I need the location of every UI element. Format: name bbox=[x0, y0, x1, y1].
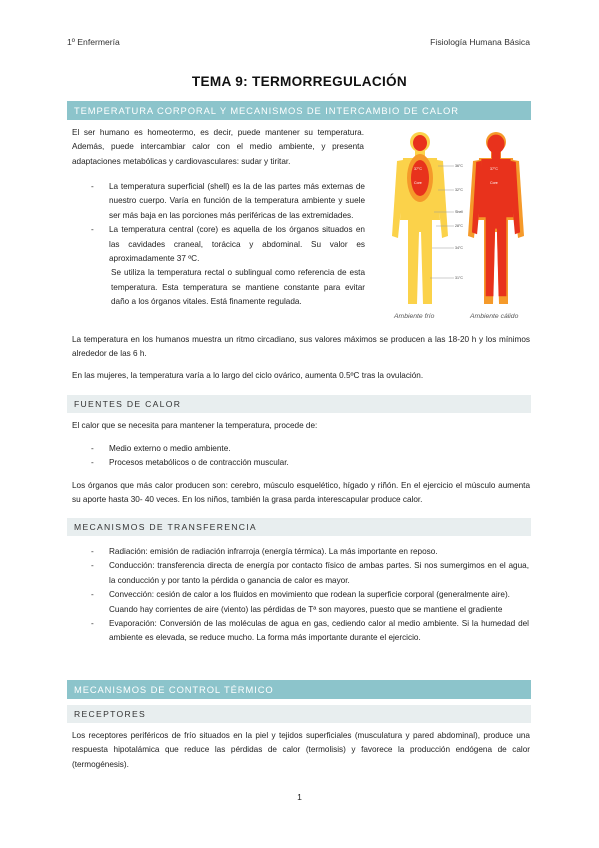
temp-label: 37°C bbox=[490, 167, 499, 171]
list-item: - Radiación: emisión de radiación infrarroja (energía térmica). La más importante en reposo. bbox=[89, 545, 529, 559]
list-item: - Procesos metabólicos o de contracción muscular. bbox=[89, 456, 529, 470]
temp-label: 31°C bbox=[455, 276, 464, 280]
temperature-list bbox=[89, 180, 365, 310]
circadian-paragraph: La temperatura en los humanos muestra un ritmo circadiano, sus valores máximos se producen a las 18-20 h y los mínimos alrededor de las 6 h. bbox=[72, 335, 530, 359]
receptores-paragraph: Los receptores periféricos de frío situados en la piel y tejidos superficiales (musculatura y pared abdominal), produce una respuesta hipotalámica que reduce las pérdidas de calor (termolisis) y favorece la producción endógena de calor (termogénesis). bbox=[72, 731, 530, 769]
list-item: - Conducción: transferencia directa de energía por contacto físico de ambas partes. Si nos sumergimos en el agua, la conducción y por tanto la pérdida o ganancia de calor es mayor. bbox=[89, 559, 529, 588]
section-heading-mecanismos: MECANISMOS DE TRANSFERENCIA bbox=[67, 518, 531, 536]
list-item: - La temperatura superficial (shell) es la de las partes más externas de nuestro cuerpo. Varía en función de la temperatura ambiente y suele ser más baja en las porciones más periféricas de las extremidades. bbox=[89, 180, 365, 223]
header-left: 1º Enfermería bbox=[67, 37, 120, 47]
list-item-text: Convección: cesión de calor a los fluidos en movimiento que rodean la superficie corporal (generalmente aire). bbox=[109, 590, 510, 600]
section-heading-fuentes: FUENTES DE CALOR bbox=[67, 395, 531, 413]
temp-label: 32°C bbox=[455, 188, 464, 192]
header-right: Fisiología Humana Básica bbox=[430, 37, 530, 47]
section-heading-control: MECANISMOS DE CONTROL TÉRMICO bbox=[67, 680, 531, 699]
body-temperature-figure bbox=[392, 126, 532, 322]
list-item: - Medio externo o medio ambiente. bbox=[89, 442, 529, 456]
women-paragraph: En las mujeres, la temperatura varía a lo largo del ciclo ovárico, aumenta 0.5ºC tras la ovulación. bbox=[72, 371, 424, 380]
warm-body-icon bbox=[468, 132, 524, 304]
fuentes-intro: El calor que se necesita para mantener la temperatura, procede de: bbox=[72, 421, 318, 430]
intro-paragraph: El ser humano es homeotermo, es decir, puede mantener su temperatura. Además, puede intercambiar calor con el medio ambiente, y presenta adaptaciones metabólicas y cardiovasculares: sudar y tiritar. bbox=[72, 128, 364, 166]
temp-label: 34°C bbox=[455, 246, 464, 250]
warm-label: Ambiente cálido bbox=[470, 313, 519, 320]
fuentes-paragraph: Los órganos que más calor producen son: cerebro, músculo esquelético, hígado y riñón. En el ejercicio el músculo aumenta su aporte hasta 30- 40 veces. En los niños, también la grasa parda interescapular produce calor. bbox=[72, 481, 530, 505]
page-number: 1 bbox=[297, 792, 302, 802]
cold-label: Ambiente frío bbox=[394, 313, 435, 320]
list-item-extra: Se utiliza la temperatura rectal o sublingual como referencia de esta temperatura. Esta temperatura se mantiene constante para evitar daño a los órganos vitales. Está finamente regulada. bbox=[111, 268, 365, 307]
fuentes-list bbox=[89, 442, 529, 471]
core-label: Core bbox=[414, 181, 422, 185]
list-item bbox=[89, 588, 529, 617]
section-heading-temperatura: TEMPERATURA CORPORAL Y MECANISMOS DE INTERCAMBIO DE CALOR bbox=[67, 101, 531, 120]
section-heading-receptores: RECEPTORES bbox=[67, 705, 531, 723]
temp-label: 36°C bbox=[455, 164, 464, 168]
list-item bbox=[89, 223, 365, 309]
list-item-extra: Cuando hay corrientes de aire (viento) las pérdidas de Tª son mayores, puesto que se mantiene el gradiente bbox=[109, 604, 503, 614]
page-title: TEMA 9: TERMORREGULACIÓN bbox=[191, 74, 408, 89]
mecanismos-list bbox=[89, 545, 529, 646]
list-item-text: La temperatura central (core) es aquella de los órganos situados en las cavidades craneal, torácica y abdominal. Su valor es aproximadamente 37 ºC. bbox=[109, 225, 365, 264]
temperature-illustration bbox=[392, 126, 532, 322]
temp-label: 28°C bbox=[455, 224, 464, 228]
core-label: Core bbox=[490, 181, 498, 185]
list-item: - Evaporación: Conversión de las moléculas de agua en gas, cediendo calor al medio ambiente. Si la humedad del ambiente es elevada, se reduce mucho. La forma más importante durante el ejercicio. bbox=[89, 617, 529, 646]
temp-label: 37°C bbox=[414, 167, 423, 171]
temp-label: Shell bbox=[455, 210, 463, 214]
